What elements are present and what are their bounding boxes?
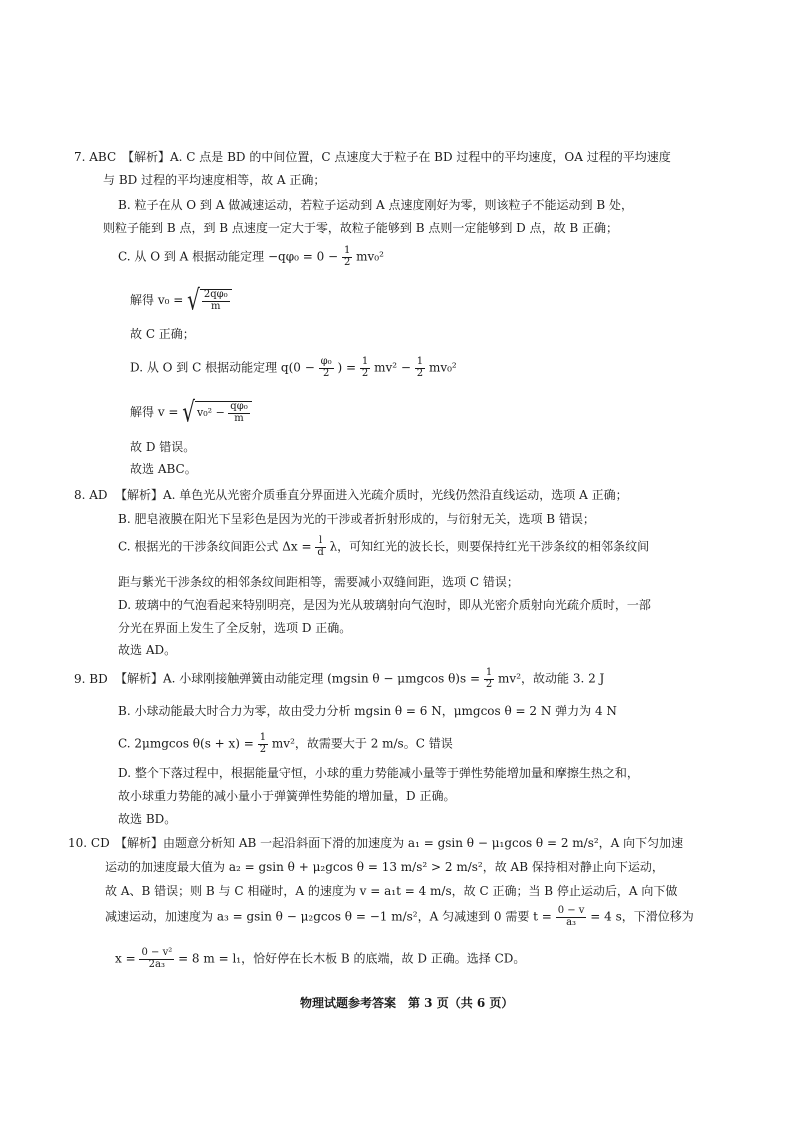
q10-line-1: 【解析】由题意分析知 AB 一起沿斜面下滑的加速度为 a₁ = gsin θ − μ₁gcos θ = 2 m/s²，A 向下匀加速 — [115, 836, 684, 850]
q8-c-suffix: λ，可知红光的波长长，则要保持红光干涉条纹的相邻条纹间 — [329, 539, 650, 554]
q9-option-a — [115, 668, 604, 690]
q10-l4-prefix: 减速运动，加速度为 a₃ = gsin θ − μ₂gcos θ = −1 m/s²，A 匀减速到 0 需要 t = — [105, 909, 552, 924]
q7-number: 7. ABC — [74, 150, 117, 164]
q7-d-frac1-den: 2 — [322, 367, 330, 379]
q9-final-answer: 故选 BD。 — [118, 812, 177, 826]
q7-d-conclusion: 故 D 错误。 — [130, 440, 196, 454]
q10-line-2: 运动的加速度最大值为 a₂ = gsin θ + μ₂gcos θ = 13 m/s² > 2 m/s²，故 AB 保持相对静止向下运动， — [105, 860, 664, 874]
q10-l5-fraction — [139, 948, 174, 970]
q7-d-fraction-2 — [360, 357, 370, 379]
q10-l5-frac-den: 2a₃ — [148, 958, 166, 970]
q9-c-frac-den: 2 — [259, 743, 267, 755]
q9-c-suffix: mv²，故需要大于 2 m/s。C 错误 — [271, 736, 453, 751]
q7-d-mid: ) = — [337, 360, 357, 375]
q10-line-3: 故 A、B 错误；则 B 与 C 相碰时，A 的速度为 v = a₁t = 4 m/s，故 C 正确；当 B 停止运动后，A 向下做 — [105, 884, 678, 898]
q8-option-c — [118, 536, 649, 558]
q7-final-answer: 故选 ABC。 — [130, 462, 197, 476]
q10-line-4 — [105, 906, 694, 928]
q10-number: 10. CD — [68, 836, 110, 850]
q9-option-d-line-1: D. 整个下落过程中，根据能量守恒，小球的重力势能减小量等于弹性势能增加量和摩擦生热之和， — [118, 766, 639, 780]
q10-l5-prefix: x = — [115, 951, 136, 966]
q7-d-mid2: mv² − — [374, 360, 411, 375]
q8-line-6: 分光在界面上发生了全反射，选项 D 正确。 — [118, 621, 352, 635]
q9-a-prefix: 【解析】A. 小球刚接触弹簧由动能定理 (mgsin θ − μmgcos θ)s = — [115, 671, 481, 686]
q7-c-solution — [130, 283, 232, 317]
q7-c-sqrt-den: m — [211, 300, 221, 312]
q9-a-frac-den: 2 — [485, 678, 493, 690]
q8-line-5: D. 玻璃中的气泡看起来特别明亮，是因为光从玻璃射向气泡时，即从光密介质射向光疏介质时，一部 — [118, 598, 651, 612]
q9-a-frac-num: 1 — [485, 667, 493, 678]
q7-d-sqrt — [182, 395, 251, 429]
q8-final-answer: 故选 AD。 — [118, 643, 177, 657]
q8-c-frac-den: d — [317, 546, 324, 558]
q7-d-frac3-den: 2 — [416, 367, 424, 379]
q10-line-5 — [115, 948, 525, 970]
q7-line-3: B. 粒子在从 O 到 A 做减速运动，若粒子运动到 A 点速度刚好为零，则该粒子不能运动到 B 处， — [118, 198, 633, 212]
radical-icon: √ — [182, 395, 196, 429]
q7-c-frac-num: 1 — [343, 245, 351, 256]
q8-c-fraction — [315, 536, 325, 558]
q7-d-prefix: D. 从 O 到 C 根据动能定理 q(0 − — [130, 360, 315, 375]
q7-line-1: 【解析】A. C 点是 BD 的中间位置，C 点速度大于粒子在 BD 过程中的平均速度，OA 过程的平均速度 — [122, 150, 671, 164]
q9-c-frac-num: 1 — [259, 732, 267, 743]
q7-d-solution — [130, 395, 252, 429]
q7-c-sqrt — [187, 283, 232, 317]
q9-a-suffix: mv²，故动能 3. 2 J — [498, 671, 605, 686]
q7-d-frac1-num: φ₀ — [320, 356, 332, 367]
q9-a-fraction — [484, 668, 494, 690]
q7-line-4: 则粒子能到 B 点，到 B 点速度一定大于零，故粒子能够到 B 点则一定能够到 D 点，故 B 正确； — [103, 221, 619, 235]
q7-c-sqrt-num: 2qφ₀ — [203, 289, 228, 300]
q9-c-prefix: C. 2μmgcos θ(s + x) = — [118, 736, 254, 751]
q7-d-fraction-3 — [415, 357, 425, 379]
q8-line-2: B. 肥皂液膜在阳光下呈彩色是因为光的干涉或者折射形成的，与衍射无关，选项 B 错误； — [118, 512, 595, 526]
q7-d-sqrt-frac-den: m — [234, 412, 244, 424]
q7-d-frac2-num: 1 — [361, 356, 369, 367]
q9-number: 9. BD — [74, 672, 108, 686]
q10-l4-suffix: = 4 s，下滑位移为 — [590, 909, 694, 924]
q7-d-fraction-1 — [319, 357, 334, 379]
q10-l5-suffix: = 8 m = l₁，恰好停在长木板 B 的底端，故 D 正确。选择 CD。 — [178, 951, 526, 966]
q9-option-b: B. 小球动能最大时合力为零，故由受力分析 mgsin θ = 6 N，μmgcos θ = 2 N 弹力为 4 N — [118, 704, 617, 718]
q7-d-solve-prefix: 解得 v = — [130, 405, 179, 419]
q8-c-prefix: C. 根据光的干涉条纹间距公式 Δx = — [118, 539, 312, 554]
q7-c-prefix: C. 从 O 到 A 根据动能定理 −qφ₀ = 0 − — [118, 249, 339, 264]
q7-c-suffix: mv₀² — [356, 249, 384, 264]
q7-c-solve-prefix: 解得 v₀ = — [130, 293, 184, 307]
q9-c-fraction — [258, 733, 268, 755]
q8-line-1: 【解析】A. 单色光从光密介质垂直分界面进入光疏介质时，光线仍然沿直线运动，选项 A 正确； — [115, 488, 628, 502]
q8-c-frac-num: l — [315, 536, 325, 548]
q7-option-c-equation — [118, 246, 384, 268]
page-footer: 物理试题参考答案 第 3 页（共 6 页） — [300, 996, 514, 1010]
q7-d-sqrt-body: v₀² − — [197, 406, 225, 419]
q10-l4-frac-num: 0 − v — [557, 905, 585, 916]
q7-c-fraction — [342, 246, 352, 268]
q10-l4-fraction — [556, 906, 587, 928]
q7-d-frac2-den: 2 — [361, 367, 369, 379]
q7-option-d-equation — [130, 357, 457, 379]
q8-line-4: 距与紫光干涉条纹的相邻条纹间距相等，需要减小双缝间距，选项 C 错误； — [118, 575, 519, 589]
radical-icon: √ — [187, 283, 200, 317]
q8-number: 8. AD — [74, 488, 108, 502]
q7-c-conclusion: 故 C 正确； — [130, 327, 195, 341]
q9-option-d-line-2: 故小球重力势能的减小量小于弹簧弹性势能的增加量，D 正确。 — [118, 789, 456, 803]
q7-c-frac-den: 2 — [343, 256, 351, 268]
q10-l4-frac-den: a₃ — [566, 916, 577, 928]
q7-d-frac3-num: 1 — [416, 356, 424, 367]
q7-d-suffix: mv₀² — [428, 360, 457, 375]
q7-d-sqrt-frac-num: qφ₀ — [230, 401, 248, 412]
q10-l5-frac-num: 0 − v² — [141, 947, 173, 958]
q9-option-c — [118, 733, 453, 755]
q7-line-2: 与 BD 过程的平均速度相等，故 A 正确； — [103, 173, 326, 187]
